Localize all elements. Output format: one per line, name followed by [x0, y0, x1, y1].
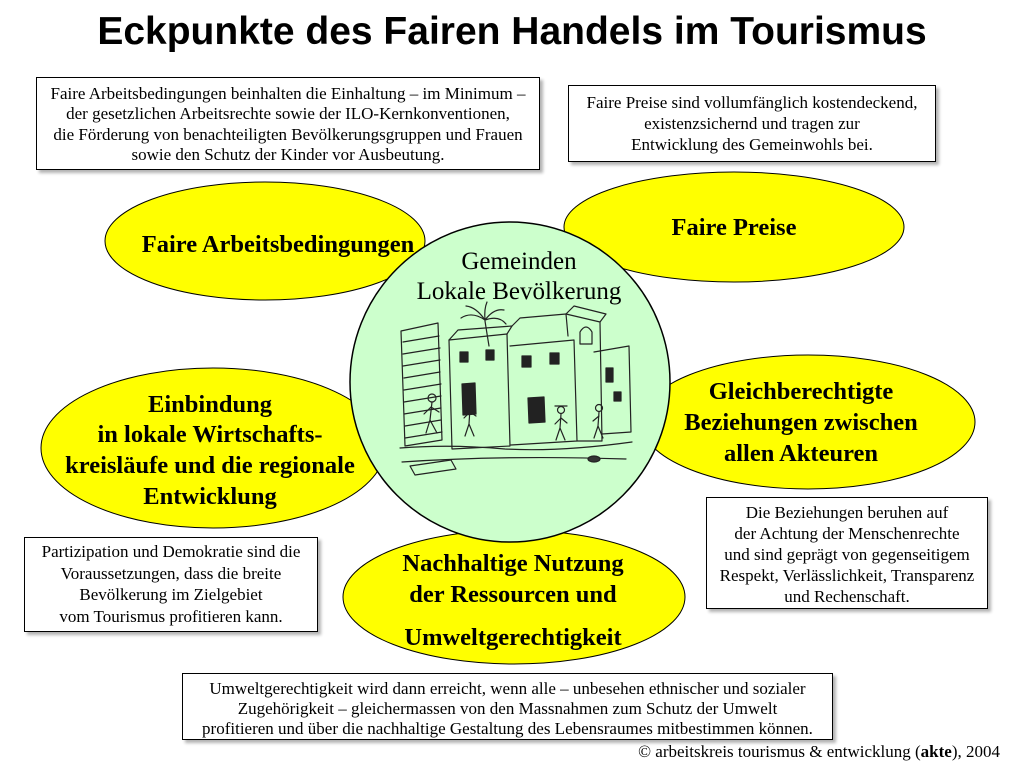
- pillar-label-line: Faire Preise: [671, 213, 797, 241]
- note-line: Umweltgerechtigkeit wird dann erreicht, wenn alle – unbesehen ethnischer und sozialer: [209, 679, 806, 698]
- note-line: der Achtung der Menschenrechte: [734, 524, 960, 543]
- community-label-line: Gemeinden: [461, 248, 577, 275]
- footer-prefix: © arbeitskreis tourismus & entwicklung (: [638, 742, 921, 761]
- footer-suffix: ), 2004: [951, 742, 1000, 761]
- note-box-equal-relations: [706, 497, 988, 609]
- note-line: Bevölkerung im Zielgebiet: [79, 585, 263, 605]
- note-box-fair-prices: [568, 85, 936, 162]
- note-line: Voraussetzungen, dass die breite: [60, 563, 282, 583]
- note-line: der gesetzlichen Arbeitsrechte sowie der ILO-Kernkonventionen,: [66, 104, 510, 124]
- note-line: sowie den Schutz der Kinder vor Ausbeutung.: [131, 145, 445, 165]
- note-line: Faire Arbeitsbedingungen beinhalten die Einhaltung – im Minimum –: [50, 84, 526, 103]
- note-line: Partizipation und Demokratie sind die: [41, 542, 301, 561]
- pillar-label-line: Beziehungen zwischen: [684, 408, 918, 436]
- note-box-environmental-justice: [182, 673, 833, 740]
- pillar-label-line: in lokale Wirtschafts-: [97, 421, 323, 449]
- note-box-participation: [24, 537, 318, 632]
- pillar-label-line: kreisläufe und die regionale: [65, 451, 355, 479]
- note-line: Faire Preise sind vollumfänglich kostendeckend,: [586, 93, 918, 112]
- community-label: [369, 247, 669, 307]
- note-line: existenzsichernd und tragen zur: [644, 114, 860, 133]
- pillar-label-fair-prices: [584, 212, 884, 243]
- pillar-label-line: Nachhaltige Nutzung: [402, 549, 624, 577]
- note-line: und Rechenschaft.: [784, 587, 910, 606]
- pillar-label-line: Umweltgerechtigkeit: [404, 623, 622, 651]
- road-stone: [588, 456, 600, 462]
- pillar-label-line: Entwicklung: [143, 482, 277, 510]
- pillar-label-equal-relations: [651, 376, 951, 469]
- page-title: Eckpunkte des Fairen Handels im Tourismus: [97, 10, 927, 53]
- community-label-line: Lokale Bevölkerung: [416, 278, 622, 305]
- footer-org-short: akte: [920, 742, 952, 761]
- note-line: Entwicklung des Gemeinwohls bei.: [631, 135, 873, 154]
- note-line: profitieren und über die nachhaltige Gestaltung des Lebensraumes mitbestimmen können.: [202, 719, 813, 738]
- pillar-label-line: allen Akteuren: [723, 439, 879, 467]
- pillar-label-line: Gleichberechtigte: [708, 377, 894, 405]
- note-line: die Förderung von benachteiligten Bevölkerungsgruppen und Frauen: [53, 124, 523, 144]
- note-line: Die Beziehungen beruhen auf: [745, 503, 949, 522]
- pillar-label-line: der Ressourcen und: [409, 580, 617, 608]
- pillar-label-line: Einbindung: [148, 390, 272, 418]
- note-line: Respekt, Verlässlichkeit, Transparenz: [719, 566, 975, 585]
- note-box-fair-working-conditions: [36, 77, 540, 170]
- note-line: Zugehörigkeit – gleichermassen von den Massnahmen zum Schutz der Umwelt: [237, 699, 778, 718]
- pillar-label-sustainable-use: [353, 548, 673, 653]
- note-line: und sind geprägt von gegenseitigem: [724, 545, 970, 564]
- pillar-label-local-integration: [45, 390, 375, 513]
- pillar-label-line: Faire Arbeitsbedingungen: [141, 231, 415, 258]
- copyright-footer: [638, 742, 1000, 762]
- note-line: vom Tourismus profitieren kann.: [59, 607, 283, 627]
